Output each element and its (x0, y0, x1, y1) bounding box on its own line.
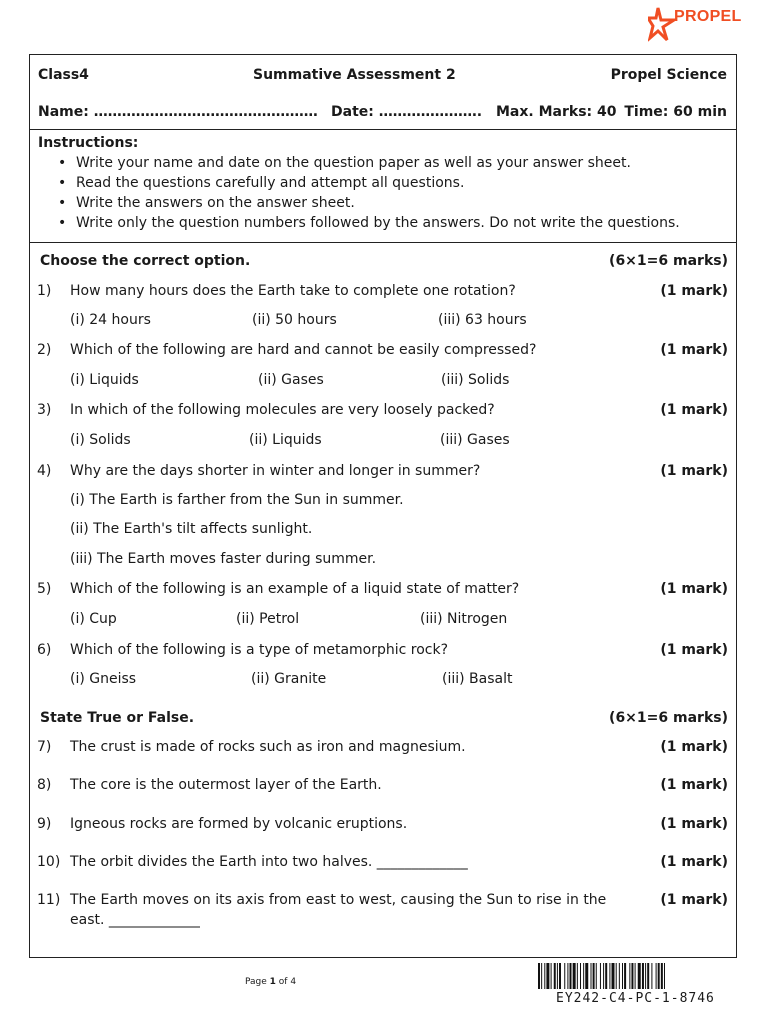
question-marks: (1 mark) (660, 402, 728, 418)
option: (ii) The Earth's tilt affects sunlight. (70, 521, 313, 537)
question-marks: (1 mark) (660, 854, 728, 870)
option: (iii) The Earth moves faster during summer. (70, 551, 377, 567)
question-marks: (1 mark) (660, 463, 728, 479)
logo-text: PROPEL (674, 8, 742, 25)
question-number: 7) (37, 739, 52, 755)
option: (i) Gneiss (70, 671, 137, 687)
question-text-continued: east. _____________ (70, 912, 200, 928)
question-marks: (1 mark) (660, 777, 728, 793)
option: (i) Liquids (70, 372, 139, 388)
option: (iii) Basalt (442, 671, 513, 687)
question-text: Why are the days shorter in winter and longer in summer? (70, 463, 481, 479)
question-marks: (1 mark) (660, 739, 728, 755)
question-marks: (1 mark) (660, 581, 728, 597)
paper-header (30, 55, 736, 130)
option: (i) 24 hours (70, 312, 151, 328)
question-marks: (1 mark) (660, 892, 728, 908)
option: (i) Cup (70, 611, 117, 627)
question-number: 1) (37, 283, 52, 299)
question-marks: (1 mark) (660, 342, 728, 358)
section1-marks: (6×1=6 marks) (609, 253, 728, 269)
option: (ii) 50 hours (252, 312, 337, 328)
question-text: In which of the following molecules are very loosely packed? (70, 402, 495, 418)
time-limit: Time: 60 min (624, 104, 727, 120)
question-marks: (1 mark) (660, 642, 728, 658)
question-marks: (1 mark) (660, 816, 728, 832)
question-text: The orbit divides the Earth into two halves. _____________ (70, 854, 468, 870)
question-number: 3) (37, 402, 52, 418)
section1-title: Choose the correct option. (40, 253, 251, 269)
question-text: The core is the outermost layer of the Earth. (70, 777, 382, 793)
option: (i) The Earth is farther from the Sun in summer. (70, 492, 404, 508)
class-label: Class4 (38, 67, 89, 83)
question-number: 2) (37, 342, 52, 358)
option: (ii) Petrol (236, 611, 300, 627)
question-text: Which of the following is an example of a liquid state of matter? (70, 581, 520, 597)
option: (i) Solids (70, 432, 131, 448)
instructions-box: Instructions: • Write your name and date on the question paper as well as your answer sheet. • Read the questions carefully and attempt all questions. • Write the answers on the answer sheet. • Write only the question numbers followed by the answers. Do not write the questions. (30, 129, 736, 243)
propel-logo (648, 4, 748, 48)
question-text: Igneous rocks are formed by volcanic eruptions. (70, 816, 408, 832)
question-text: Which of the following are hard and cannot be easily compressed? (70, 342, 537, 358)
question-number: 9) (37, 816, 52, 832)
option: (iii) 63 hours (438, 312, 527, 328)
instructions-title: Instructions: (38, 135, 139, 151)
option: (iii) Nitrogen (420, 611, 508, 627)
paper-code: EY242-C4-PC-1-8746 (556, 991, 715, 1006)
propel-star-icon (648, 6, 676, 46)
name-field: Name: ………………………………………… (38, 104, 318, 120)
question-number: 10) (37, 854, 61, 870)
max-marks: Max. Marks: 40 (496, 104, 617, 120)
question-marks: (1 mark) (660, 283, 728, 299)
question-number: 6) (37, 642, 52, 658)
question-number: 8) (37, 777, 52, 793)
question-text: Which of the following is a type of metamorphic rock? (70, 642, 449, 658)
assessment-title: Summative Assessment 2 (253, 67, 456, 83)
date-field: Date: …………………. (331, 104, 483, 120)
question-text: The crust is made of rocks such as iron and magnesium. (70, 739, 466, 755)
question-number: 11) (37, 892, 61, 908)
section2-title: State True or False. (40, 710, 195, 726)
barcode (538, 963, 742, 989)
option: (ii) Gases (258, 372, 324, 388)
option: (ii) Liquids (249, 432, 322, 448)
question-number: 4) (37, 463, 52, 479)
option: (iii) Solids (441, 372, 510, 388)
page-number: Page 1 of 4 (245, 977, 297, 987)
section2-marks: (6×1=6 marks) (609, 710, 728, 726)
question-text: The Earth moves on its axis from east to west, causing the Sun to rise in the (70, 892, 607, 908)
question-number: 5) (37, 581, 52, 597)
option: (iii) Gases (440, 432, 510, 448)
subject-label: Propel Science (610, 67, 727, 83)
option: (ii) Granite (251, 671, 327, 687)
question-text: How many hours does the Earth take to complete one rotation? (70, 283, 516, 299)
